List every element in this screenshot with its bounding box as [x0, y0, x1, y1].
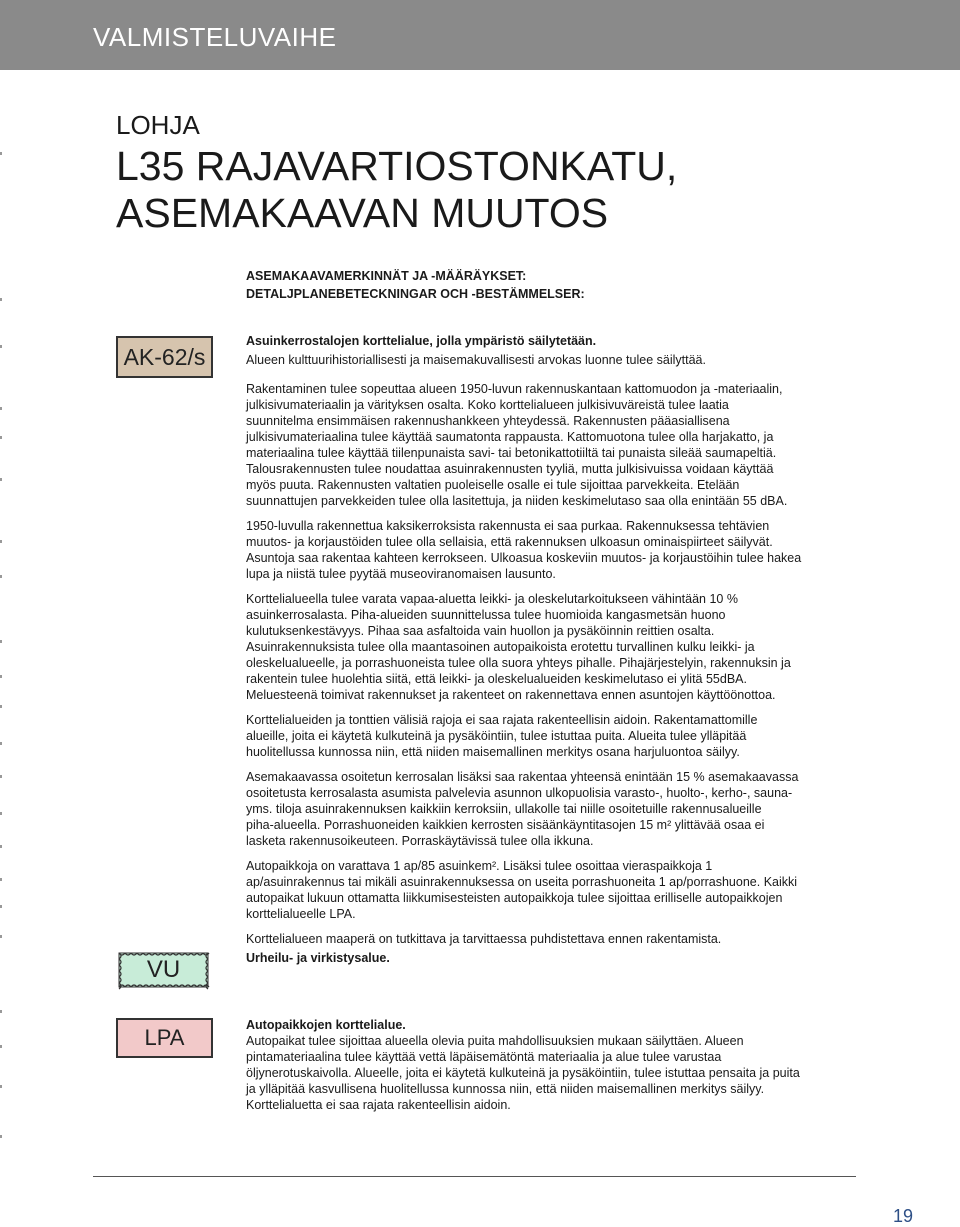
ak-paragraph: [246, 931, 826, 947]
edge-mark: [0, 675, 2, 678]
ak-paragraph-line: lasketa rakennusoikeuteen. Porraskäytävissä tulee olla ikkuna.: [246, 834, 594, 848]
ak-paragraph-line: oleskelualueelle, ja porrashuoneista tulee olla suora yhteys pihalle. Pihajärjestelyin, rakennuksin ja: [246, 656, 791, 670]
ak-paragraph-line: Korttelialueen maaperä on tutkittava ja tarvittaessa puhdistettava ennen rakentamista.: [246, 932, 722, 946]
document-title: [116, 143, 677, 237]
edge-mark: [0, 407, 2, 410]
legend-symbol-ak-label: AK-62/s: [123, 343, 206, 370]
edge-mark: [0, 436, 2, 439]
legend-symbol-vu-label: VU: [146, 956, 181, 983]
ak-paragraph: [246, 381, 826, 509]
edge-mark: [0, 345, 2, 348]
ak-paragraph-line: Rakentaminen tulee sopeuttaa alueen 1950-luvun rakennuskantaan kattomuodon ja -materiaalin,: [246, 382, 783, 396]
ak-paragraphs: [246, 381, 826, 947]
edge-mark: [0, 1010, 2, 1013]
ak-paragraph-line: osoitetusta kerrosalasta asumista palvelevia asunnon ulkopuolisia varasto-, huolto-, kerho-, sauna-: [246, 786, 793, 800]
ak-paragraph-line: yms. tiloja asuinrakennuksen kaikkiin kerroksiin, ullakolle tai niille osoitetuille rakennusalueille: [246, 802, 762, 816]
ak-paragraph-line: suunnattujen parvekkeiden tulee olla lasitettuja, ja niiden keskimelutaso saa olla enintään 55 dBA.: [246, 494, 788, 508]
edge-mark: [0, 775, 2, 778]
ak-paragraph: [246, 518, 826, 582]
legend-symbol-vu: [116, 950, 211, 990]
ak-regulations: [246, 333, 826, 947]
edge-mark: [0, 152, 2, 155]
lpa-line: Korttelialuetta ei saa rajata rakenteellisin aidoin.: [246, 1098, 511, 1112]
ak-paragraph-line: muutos- ja korjaustöiden tulee olla sellaisia, että rakennuksen ulkoasun ominaispiirteet säilyvät.: [246, 535, 773, 549]
legend-subheading-sv: DETALJPLANEBETECKNINGAR OCH -BESTÄMMELSER:: [246, 287, 585, 301]
ak-paragraph-line: ap/asuinrakennus tai mikäli asuinrakennuksessa on useita porrashuoneita 1 ap/porrashuone. Kaikki: [246, 875, 798, 889]
ak-paragraph-line: julkisivumateriaalin ja värityksen osalta. Koko korttelialueen julkisivuväreistä tulee laatia: [246, 398, 729, 412]
edge-mark: [0, 540, 2, 543]
edge-mark: [0, 1045, 2, 1048]
legend-subheading-fi: ASEMAKAAVAMERKINNÄT JA -MÄÄRÄYKSET:: [246, 269, 527, 283]
edge-mark: [0, 1135, 2, 1138]
ak-paragraph: [246, 858, 826, 922]
ak-paragraph: [246, 769, 826, 849]
lpa-lines: [246, 1033, 826, 1113]
legend-symbol-lpa: [116, 1018, 213, 1058]
page-number: 19: [893, 1206, 914, 1226]
ak-intro: Alueen kulttuurihistoriallisesti ja maisemakuvallisesti arvokas luonne tulee säilyttää.: [246, 353, 706, 367]
document-title-line-1: L35 RAJAVARTIOSTONKATU,: [116, 143, 678, 189]
lpa-heading: Autopaikkojen korttelialue.: [246, 1018, 406, 1032]
lpa-line: pintamateriaalina tulee käyttää vettä läpäisemätöntä materiaalia ja alue tulee varustaa: [246, 1050, 722, 1064]
ak-paragraph-line: Asuinrakennuksista tulee olla maantasoinen autopaikoista erotettu turvallinen kulku leikki- ja: [246, 640, 755, 654]
edge-mark: [0, 298, 2, 301]
lpa-line: Autopaikat tulee sijoittaa alueella olevia puita mahdollisuuksien mukaan säilyttäen. Alueen: [246, 1034, 744, 1048]
lpa-line: ja ylläpitää kasvullisena huolitellussa kunnossa niin, että niiden maisemallinen merkitys säilyy.: [246, 1082, 765, 1096]
ak-paragraph-line: korttelialueelle LPA.: [246, 907, 356, 921]
edge-mark: [0, 478, 2, 481]
edge-mark: [0, 878, 2, 881]
ak-paragraph-line: Korttelialueiden ja tonttien välisiä rajoja ei saa rajata rakenteellisin aidoin. Rakentamattomille: [246, 713, 758, 727]
edge-mark: [0, 705, 2, 708]
section-title: VALMISTELUVAIHE: [93, 22, 337, 52]
edge-mark: [0, 640, 2, 643]
edge-mark: [0, 1085, 2, 1088]
edge-mark: [0, 742, 2, 745]
legend-symbol-lpa-label: LPA: [144, 1025, 185, 1050]
document-title-line-2: ASEMAKAAVAN MUUTOS: [116, 190, 609, 236]
ak-paragraph-line: rakentein tulee huolehtia siitä, että leikki- ja oleskelualueiden keskimelutaso ei ylitä 55dBA.: [246, 672, 747, 686]
ak-paragraph-line: lupa ja niistä tulee pyytää museoviranomaisen lausunto.: [246, 567, 556, 581]
edge-mark: [0, 935, 2, 938]
ak-heading: Asuinkerrostalojen korttelialue, jolla ympäristö säilytetään.: [246, 334, 597, 348]
lpa-line: öljynerotuskaivolla. Alueelle, joita ei käytetä kulkuteinä ja pysäköintiin, tulee istuttaa pensaita ja puita: [246, 1066, 800, 1080]
ak-paragraph-line: 1950-luvulla rakennettua kaksikerroksista rakennusta ei saa purkaa. Rakennuksessa tehtävien: [246, 519, 770, 533]
ak-paragraph-line: julkisivumateriaalina tulee käyttää saumatonta rappausta. Kattomuotona tulee olla harjakatto, ja: [246, 430, 774, 444]
ak-paragraph-line: asuinkerrosalasta. Piha-alueiden suunnittelussa tulee huomioida kangasmetsän huono: [246, 608, 726, 622]
ak-paragraph: [246, 712, 826, 760]
edge-mark: [0, 575, 2, 578]
ak-paragraph-line: Autopaikkoja on varattava 1 ap/85 asuinkem². Lisäksi tulee osoittaa vieraspaikkoja 1: [246, 859, 713, 873]
edge-mark: [0, 845, 2, 848]
ak-paragraph-line: kulutuksenkestävyys. Pihaa saa asfaltoida vain huollon ja pysäköinnin reittien osalta.: [246, 624, 715, 638]
legend-symbol-ak: [116, 336, 213, 378]
top-header-bar: [0, 0, 960, 70]
legend-subheading: [246, 267, 585, 303]
footer-divider: [93, 1176, 856, 1177]
ak-paragraph-line: Asemakaavassa osoitetun kerrosalan lisäksi saa rakentaa yhteensä enintään 15 % asemakaavassa: [246, 770, 799, 784]
ak-paragraph-line: suunnitelma ensimmäisen rakennushankkeen yhteydessä. Rakennusten pääasiallisena: [246, 414, 730, 428]
vu-heading: Urheilu- ja virkistysalue.: [246, 951, 390, 965]
ak-paragraph-line: piha-alueella. Porrashuoneiden kaikkien kerrosten sisäänkäyntitasojen 15 m² ylittävää osaa ei: [246, 818, 765, 832]
ak-paragraph-line: huolitellussa kunnossa niin, että niiden maisemallinen merkitys osana harjuluontoa säilyy.: [246, 745, 740, 759]
ak-paragraph-line: Talousrakennusten tulee noudattaa asuinrakennusten tyyliä, mutta julkisivuissa voidaan käyttää: [246, 462, 774, 476]
municipality-name: LOHJA: [116, 110, 200, 140]
ak-paragraph-line: materiaalina tulee käyttää tiilenpunaista savi- tai betonikattotiiltä tai punaista sileää saumapeltiä.: [246, 446, 777, 460]
edge-mark: [0, 905, 2, 908]
ak-paragraph-line: alueille, joita ei käytetä kulkuteinä ja pysäköintiin, tulee istuttaa puita. Alueita tulee ylläpitää: [246, 729, 747, 743]
ak-paragraph-line: autopaikat lukuun ottamatta liikkumisesteisten autopaikkoja tulee sijoittaa erilliselle autopaikkojen: [246, 891, 783, 905]
ak-paragraph: [246, 591, 826, 703]
lpa-regulations: [246, 1017, 826, 1113]
edge-mark: [0, 812, 2, 815]
ak-paragraph-line: Korttelialueella tulee varata vapaa-aluetta leikki- ja oleskelutarkoitukseen vähintään 10 %: [246, 592, 738, 606]
vu-regulation: [246, 950, 826, 966]
ak-paragraph-line: myös puuta. Rakennusten valtatien puoleiselle osalle ei tule sijoittaa parvekkeita. Etelään: [246, 478, 740, 492]
ak-paragraph-line: Asuntoja saa rakentaa kahteen kerrokseen. Ulkoasua koskeviin muutos- ja korjaustöihin tulee hakea: [246, 551, 802, 565]
ak-paragraph-line: Meluesteenä toimivat rakennukset ja rakenteet on rakennettava ennen asuntojen käyttöönottoa.: [246, 688, 776, 702]
